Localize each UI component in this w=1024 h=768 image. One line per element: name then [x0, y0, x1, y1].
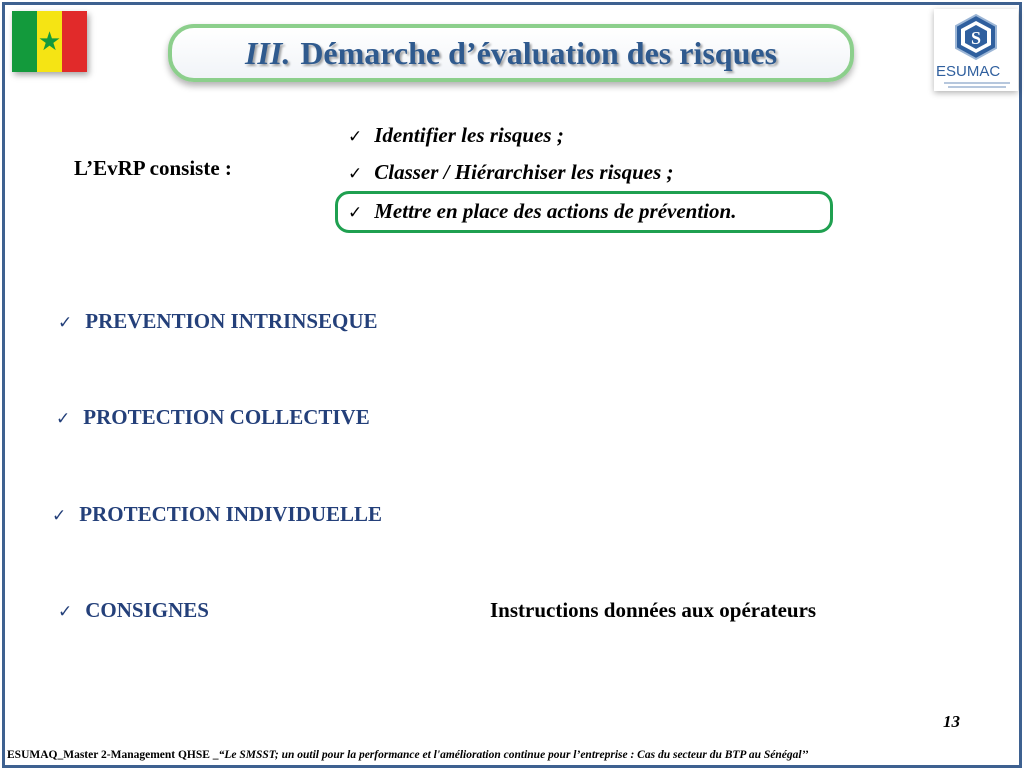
check-icon: ✓ — [348, 203, 363, 223]
footer — [7, 749, 808, 761]
consignes-note: Instructions données aux opérateurs — [490, 598, 817, 622]
step-highlight-outline — [335, 191, 833, 233]
footer-prefix: ESUMAQ_Master 2-Management QHSE _ — [7, 749, 219, 761]
title-number: III. — [244, 34, 291, 71]
title-banner — [168, 24, 854, 82]
title-text: Démarche d’évaluation des risques — [300, 34, 778, 71]
svg-text:S: S — [970, 28, 982, 48]
measure-item — [56, 405, 370, 430]
esumac-logo — [934, 9, 1018, 91]
measure-text: PROTECTION INDIVIDUELLE — [79, 502, 383, 526]
step-item — [348, 123, 564, 148]
slide-frame — [2, 2, 1022, 768]
intro-label: L’EvRP consiste : — [74, 156, 232, 180]
footer-quote: “Le SMSST; un outil pour la performance et l'amélioration continue pour l’entreprise : Cas du secteur du BTP au Sénégal’’ — [218, 749, 809, 761]
check-icon: ✓ — [58, 313, 73, 333]
measure-text: CONSIGNES — [85, 598, 209, 622]
measure-text: PROTECTION COLLECTIVE — [83, 405, 370, 429]
measure-item — [58, 598, 209, 623]
senegal-flag-icon — [12, 11, 87, 72]
slide-title — [245, 35, 777, 72]
measure-text: PREVENTION INTRINSEQUE — [85, 309, 378, 333]
step-text: Mettre en place des actions de prévention. — [374, 199, 737, 223]
check-icon: ✓ — [58, 602, 73, 622]
check-icon: ✓ — [56, 409, 71, 429]
step-item — [348, 160, 674, 185]
check-icon: ✓ — [348, 127, 363, 147]
star-icon: ★ — [37, 26, 62, 57]
check-icon: ✓ — [52, 506, 67, 526]
step-text: Classer / Hiérarchiser les risques ; — [374, 160, 674, 184]
measure-item — [58, 309, 378, 334]
measure-item — [52, 502, 382, 527]
page-number: 13 — [943, 712, 960, 731]
logo-text: ESUMAC — [936, 63, 1001, 80]
step-text: Identifier les risques ; — [374, 123, 564, 147]
check-icon: ✓ — [348, 164, 363, 184]
